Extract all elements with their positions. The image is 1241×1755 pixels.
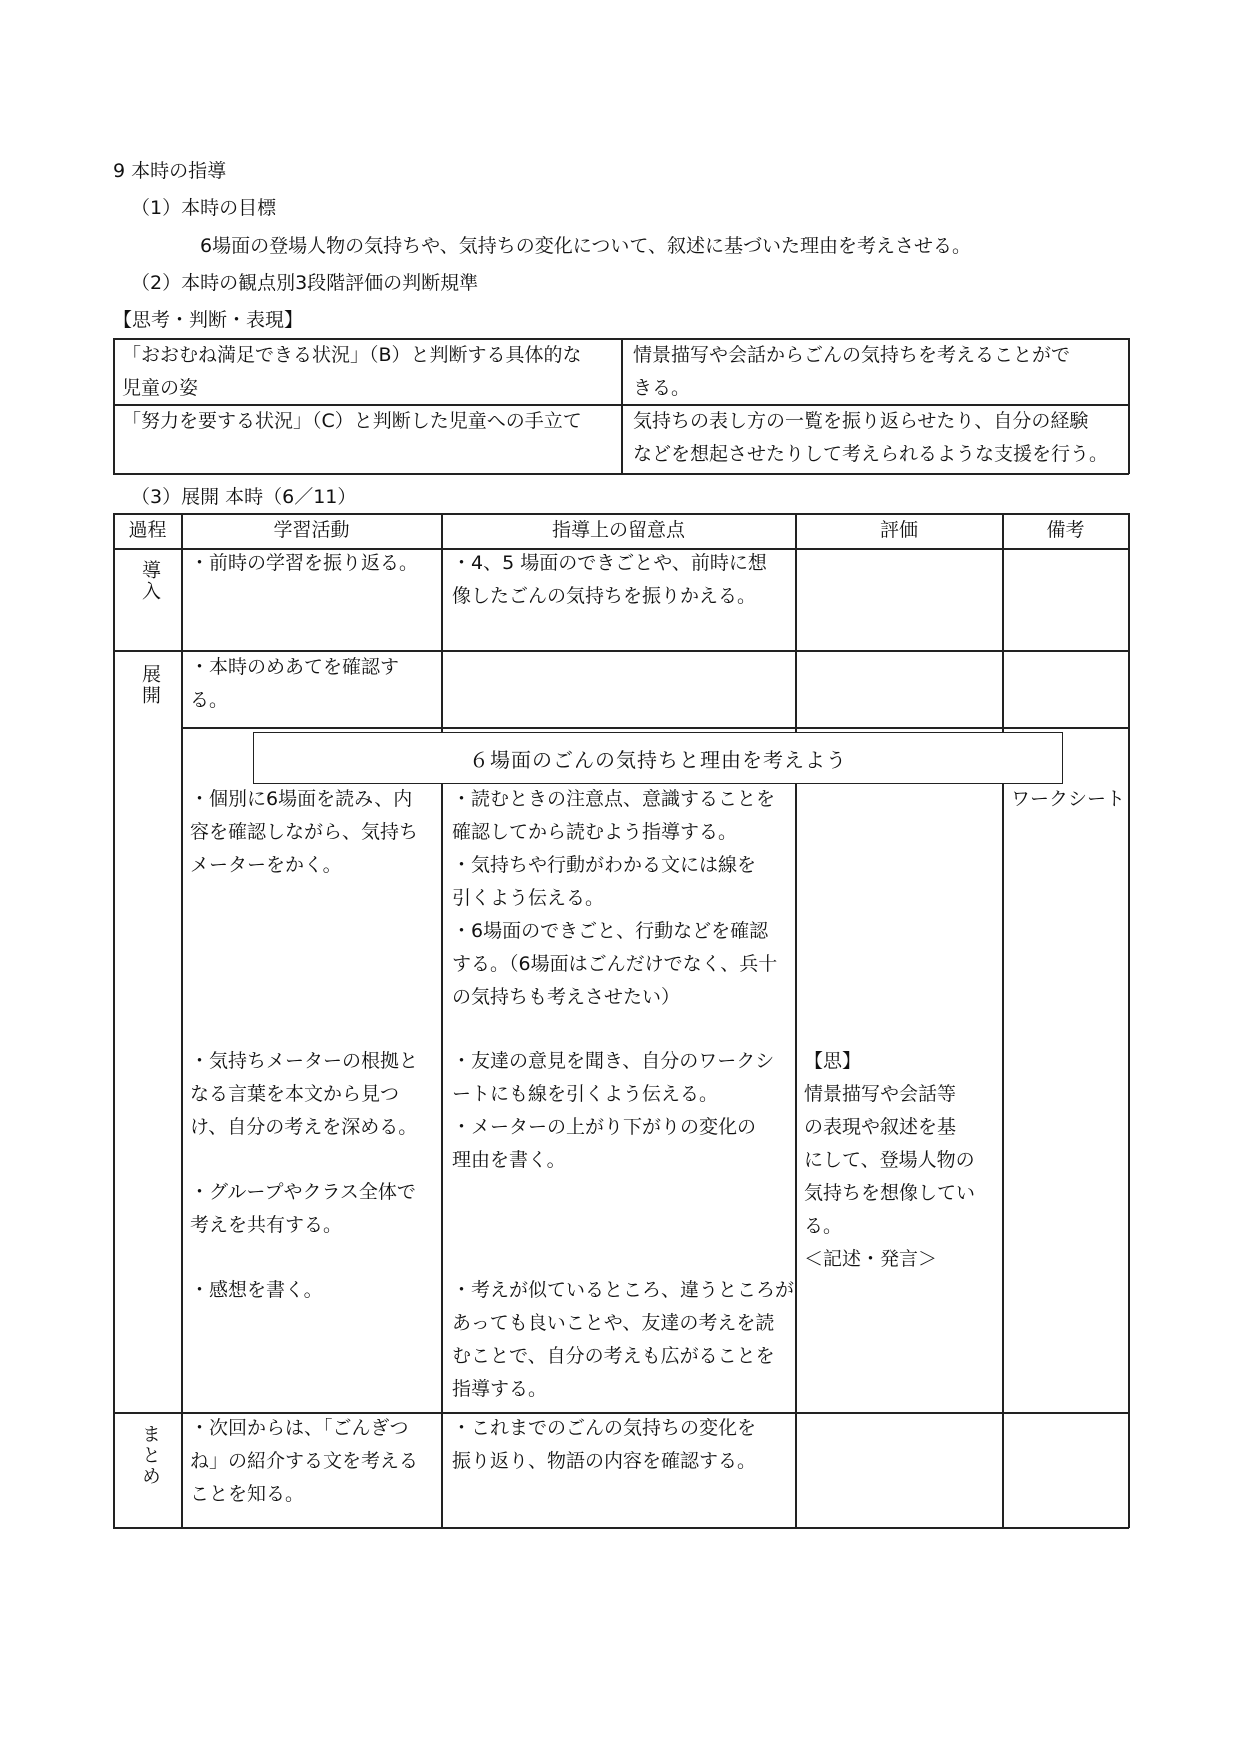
phase-development: 展開 xyxy=(139,664,161,706)
criteria-b-text: 情景描写や会話からごんの気持ちを考えることがで きる。 xyxy=(633,344,1071,399)
phase-intro: 導入 xyxy=(139,560,161,602)
dev-note-read: ・読むときの注意点、意識することを 確認してから読むよう指導する。 ・気持ちや行動がわかる文には線を 引くよう伝える。 ・6場面のできごと、行動などを確認 する。（6場面はごんだけでなく、兵十 の気持ちも考えさせたい） xyxy=(452,788,778,1008)
lesson-goal-text: ６場面のごんの気持ちと理由を考えよう xyxy=(469,747,847,772)
header-notes: 指導上の留意点 xyxy=(551,519,685,541)
summary-activity: ・次回からは、「ごんぎつ ね」の紹介する文を考える ことを知る。 xyxy=(190,1417,419,1505)
subheading-goal: （1）本時の目標 xyxy=(131,197,277,219)
criteria-c-label: 「努力を要する状況」（C）と判断した児童への手立て xyxy=(122,410,582,432)
dev-activity-read: ・個別に6場面を読み、内 容を確認しながら、気持ち メーターをかく。 xyxy=(190,788,419,876)
criteria-c-text: 気持ちの表し方の一覧を振り返らせたり、自分の経験 などを想起させたりして考えられるような支援を行う。 xyxy=(633,410,1109,465)
intro-activity: ・前時の学習を振り返る。 xyxy=(190,552,419,574)
criteria-label: 【思考・判断・表現】 xyxy=(113,309,304,331)
header-process: 過程 xyxy=(128,519,167,541)
dev-note-evidence: ・友達の意見を聞き、自分のワークシ ートにも線を引くよう伝える。 ・メーターの上がり下がりの変化の 理由を書く。 xyxy=(452,1050,775,1171)
dev-note-impression: ・考えが似ているところ、違うところが あっても良いことや、友達の考えを読 むことで、自分の考えも広がることを 指導する。 xyxy=(452,1279,795,1400)
subheading-criteria: （2）本時の観点別3段階評価の判断規準 xyxy=(131,272,479,294)
section-heading: 9 本時の指導 xyxy=(113,160,227,182)
header-activity: 学習活動 xyxy=(273,519,350,541)
goal-text: 6場面の登場人物の気持ちや、気持ちの変化について、叙述に基づいた理由を考えさせる。 xyxy=(200,235,971,257)
dev-activity-evidence: ・気持ちメーターの根拠と なる言葉を本文から見つ け、自分の考えを深める。 xyxy=(190,1050,419,1138)
summary-note: ・これまでのごんの気持ちの変化を 振り返り、物語の内容を確認する。 xyxy=(452,1417,757,1472)
criteria-b-label: 「おおむね満足できる状況」（B）と判断する具体的な 児童の姿 xyxy=(122,344,582,399)
dev-activity-impression: ・感想を書く。 xyxy=(190,1279,323,1301)
dev-evaluation: 【思】 情景描写や会話等 の表現や叙述を基 にして、登場人物の 気持ちを想像してい る。 ＜記述・発言＞ xyxy=(804,1050,976,1270)
intro-note: ・4、5 場面のできごとや、前時に想 像したごんの気持ちを振りかえる。 xyxy=(452,552,767,607)
dev-remark-worksheet: ワークシート xyxy=(1011,788,1126,810)
header-evaluation: 評価 xyxy=(879,519,918,541)
subheading-development: （3）展開 本時（6／11） xyxy=(131,486,357,508)
phase-summary: まとめ xyxy=(139,1424,161,1487)
dev-activity-goal: ・本時のめあてを確認す る。 xyxy=(190,656,400,711)
header-remarks: 備考 xyxy=(1046,519,1085,541)
lesson-goal-banner xyxy=(253,732,1063,784)
dev-activity-share: ・グループやクラス全体で 考えを共有する。 xyxy=(190,1181,416,1236)
